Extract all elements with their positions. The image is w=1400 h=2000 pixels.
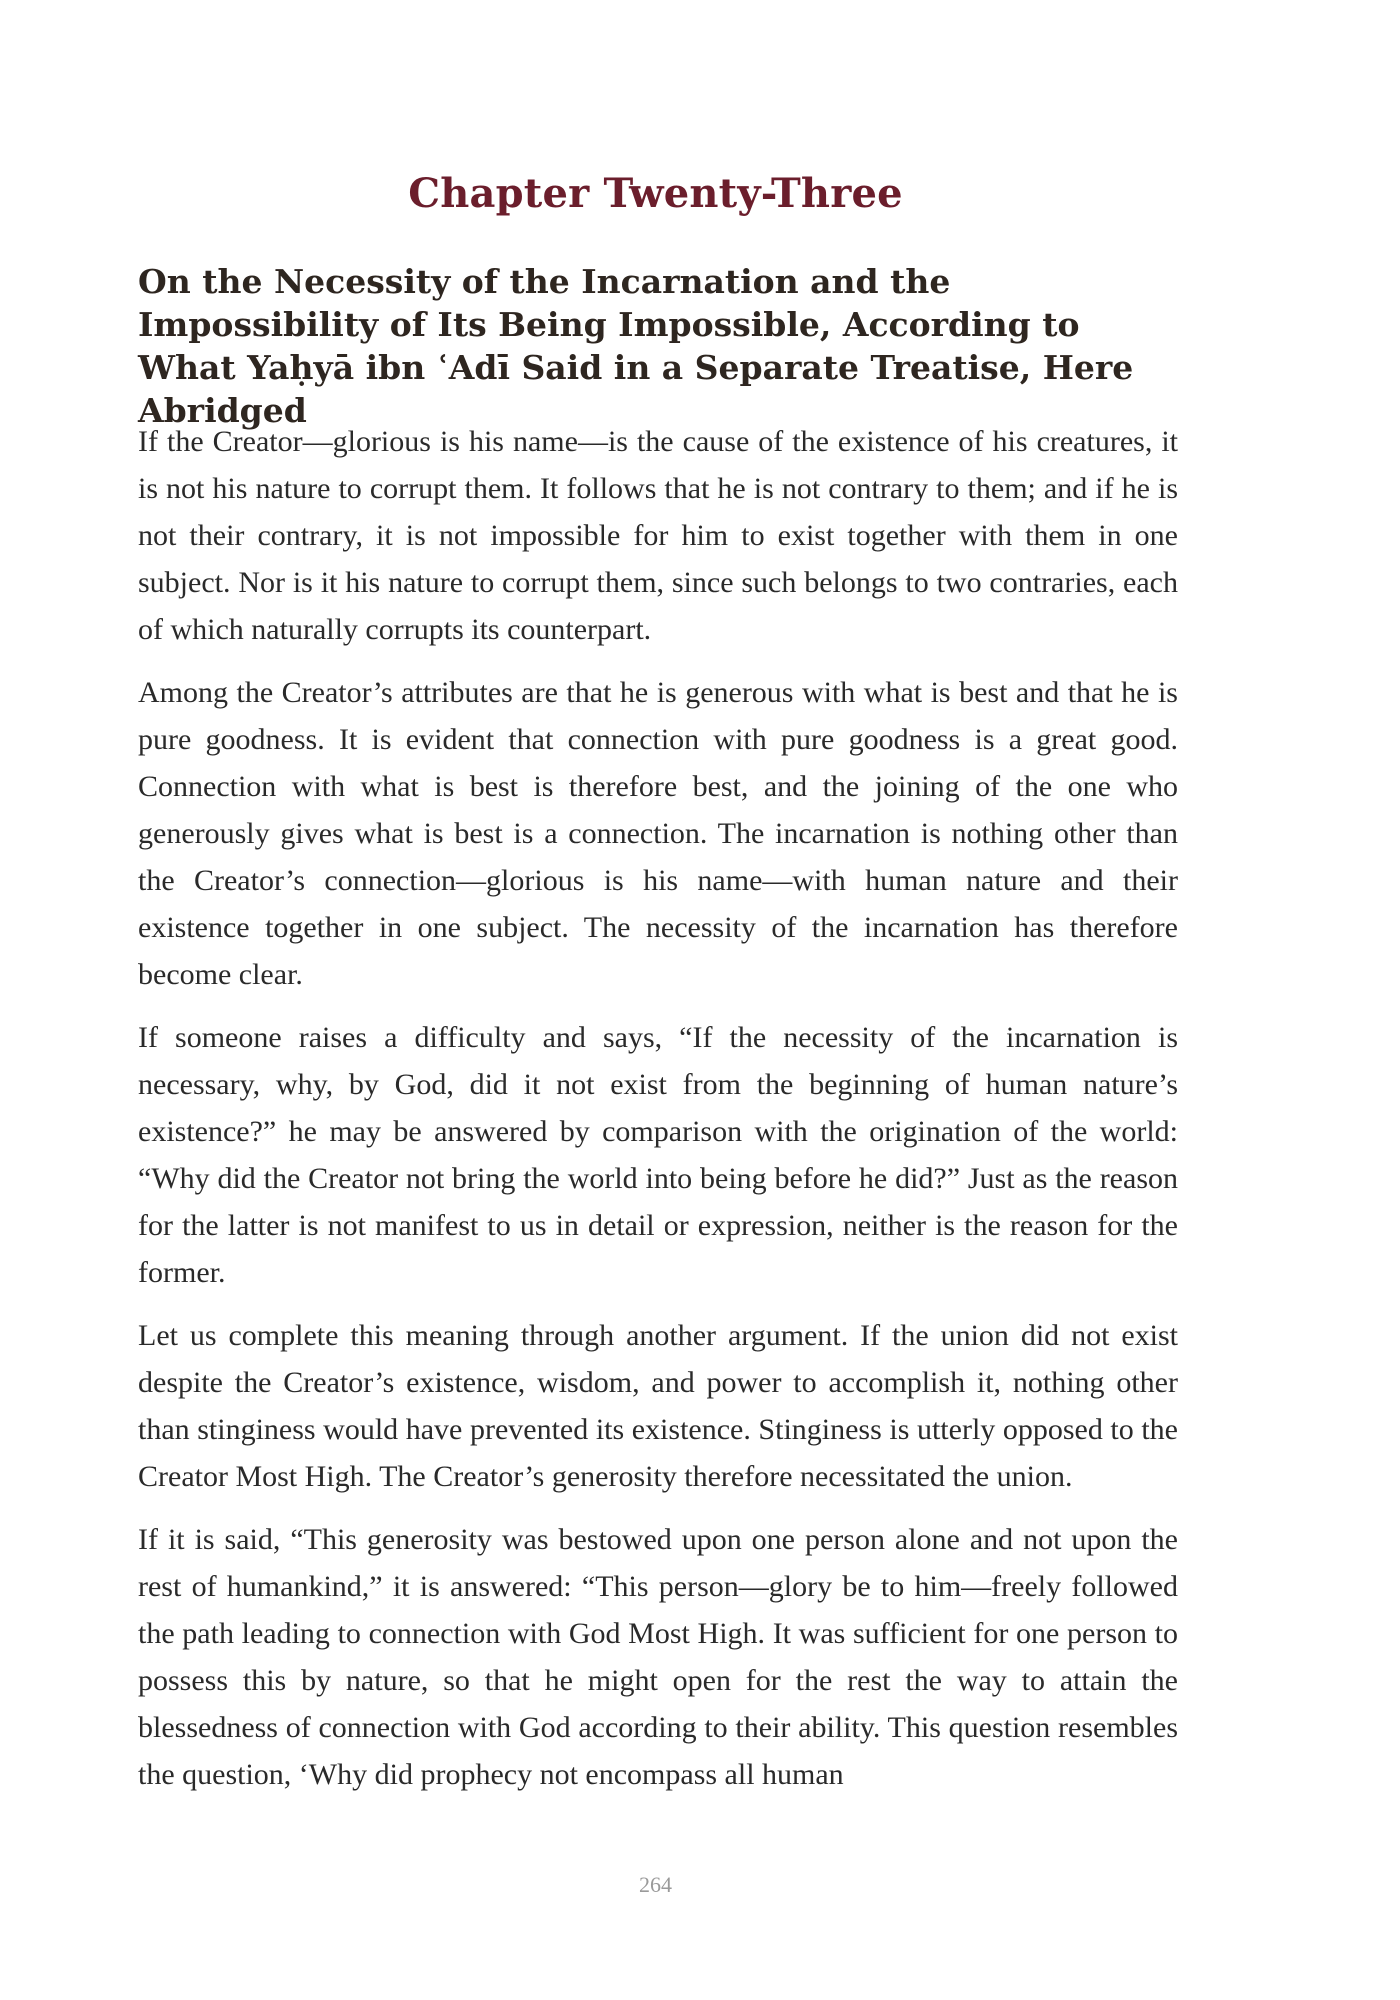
page-number: 264 xyxy=(639,1872,672,1897)
paragraph: If it is said, “This generosity was bestowed upon one person alone and not upon the rest of humankind,” it is answered: “This person—glory be to him—freely followed the path leading to connection with God Most High. It was sufficient for one person to possess this by nature, so that he might open for the rest the way to attain the blessedness of connection with God according to their ability. This question resembles the question, ‘Why did prophecy not encompass all human xyxy=(138,1523,1178,1791)
chapter-title: Chapter Twenty-Three xyxy=(408,170,903,217)
paragraph: If the Creator—glorious is his name—is the cause of the existence of his creatures, it is not his nature to corrupt them. It follows that he is not contrary to them; and if he is not their contrary, it is not impossible for him to exist together with them in one subject. Nor is it his nature to corrupt them, since such belongs to two contraries, each of which naturally corrupts its counterpart. xyxy=(138,425,1178,646)
section-title: On the Necessity of the Incarnation and the Impossibility of Its Being Impossible, According to What Yaḥyā ibn ʿAdī Said in a Separate Treatise, Here Abridged xyxy=(138,262,1134,430)
paragraph: Among the Creator’s attributes are that he is generous with what is best and that he is pure goodness. It is evident that connection with pure goodness is a great good. Connection with what is best is therefore best, and the joining of the one who generously gives what is best is a connection. The incarnation is nothing other than the Creator’s connection—glorious is his name—with human nature and their existence together in one subject. The necessity of the incarnation has therefore become clear. xyxy=(138,676,1178,991)
body-text xyxy=(138,418,1178,1814)
paragraph: If someone raises a difficulty and says, “If the necessity of the incarnation is necessary, why, by God, did it not exist from the beginning of human nature’s existence?” he may be answered by comparison with the origination of the world: “Why did the Creator not bring the world into being before he did?” Just as the reason for the latter is not manifest to us in detail or expression, neither is the reason for the former. xyxy=(138,1021,1178,1289)
paragraph: Let us complete this meaning through another argument. If the union did not exist despite the Creator’s existence, wisdom, and power to accomplish it, nothing other than stinginess would have prevented its existence. Stinginess is utterly opposed to the Creator Most High. The Creator’s generosity therefore necessitated the union. xyxy=(138,1319,1178,1493)
